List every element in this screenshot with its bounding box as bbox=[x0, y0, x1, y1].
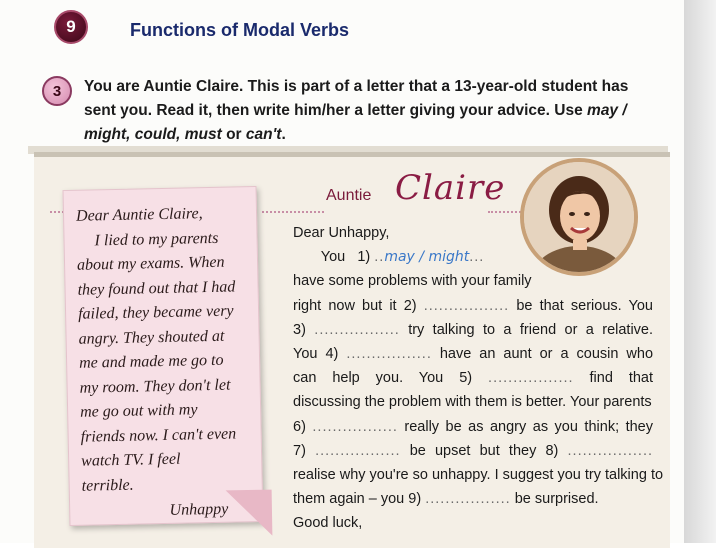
unit-number-badge bbox=[54, 10, 88, 44]
reply-text: be that serious. You bbox=[516, 297, 653, 314]
reply-line-1 bbox=[293, 245, 653, 269]
student-letter-line: me and made me go to bbox=[78, 351, 224, 372]
student-letter-line: my room. They don't let bbox=[79, 376, 231, 397]
instruction-end: . bbox=[281, 126, 286, 143]
dotted-divider-mid bbox=[262, 211, 324, 213]
column-name-logo: Claire bbox=[395, 168, 506, 208]
reply-line-11 bbox=[293, 487, 653, 511]
student-letter-line: me go out with my bbox=[79, 401, 198, 421]
reply-text: You 4) bbox=[293, 346, 339, 363]
modal-may: may / bbox=[587, 102, 627, 119]
answer-blank-7[interactable]: ................. bbox=[315, 442, 401, 459]
column-label: Auntie bbox=[326, 187, 372, 204]
unit-title: Functions of Modal Verbs bbox=[130, 20, 350, 40]
answer-blank-5[interactable]: ................. bbox=[488, 370, 574, 387]
reply-text: can help you. You 5) bbox=[293, 370, 473, 387]
instruction-or: or bbox=[221, 126, 246, 143]
reply-text: right now but it 2) bbox=[293, 297, 417, 314]
auntie-claire-reply bbox=[293, 221, 664, 536]
reply-greeting: Dear Unhappy, bbox=[293, 225, 390, 241]
student-letter-line: angry. They shouted at bbox=[78, 327, 225, 348]
student-letter-greeting: Dear Auntie Claire, bbox=[75, 205, 203, 225]
answer-blank-6[interactable]: ................. bbox=[312, 418, 398, 435]
reply-text: 3) bbox=[293, 321, 306, 338]
reply-text: be surprised. bbox=[514, 491, 599, 508]
reply-line-3 bbox=[293, 294, 653, 318]
instruction-text-1: You are Auntie Claire. This is part of a letter that a 13-year-old student has bbox=[84, 78, 629, 95]
example-answer: may / might bbox=[384, 249, 470, 266]
answer-blank-2[interactable]: ................. bbox=[423, 297, 510, 314]
reply-line-4 bbox=[293, 318, 653, 342]
student-letter-line: terrible. bbox=[81, 476, 134, 495]
unit-number: 9 bbox=[66, 17, 76, 36]
reply-text: find that bbox=[589, 370, 654, 387]
modal-cant: can't bbox=[245, 126, 282, 143]
blank-number-1: 1) bbox=[357, 249, 371, 266]
student-letter-note bbox=[63, 186, 264, 526]
answer-blank-dots: ... bbox=[469, 249, 485, 266]
reply-line-10: realise why you're so unhappy. I suggest you try talking to bbox=[293, 467, 664, 484]
reply-line-9 bbox=[293, 439, 653, 463]
student-letter-signature: Unhappy bbox=[169, 500, 229, 519]
answer-blank-3[interactable]: ................. bbox=[314, 321, 400, 338]
student-letter-line: watch TV. I feel bbox=[81, 450, 181, 470]
student-letter-line: I lied to my parents bbox=[94, 229, 219, 249]
reply-text: 6) bbox=[293, 418, 306, 435]
reply-closing: Good luck, bbox=[293, 515, 363, 532]
answer-blank-dots: .. bbox=[374, 249, 385, 266]
reply-line-5 bbox=[293, 342, 653, 366]
exercise-number-badge bbox=[42, 76, 72, 106]
student-letter-line: about my exams. When bbox=[76, 253, 225, 274]
reply-text: be upset but they 8) bbox=[409, 442, 559, 459]
instruction-text-2: sent you. Read it, then write him/her a letter giving your advice. Use bbox=[84, 102, 583, 119]
reply-line-8 bbox=[293, 415, 653, 439]
modal-might-could-must: might, could, must bbox=[84, 126, 222, 143]
student-letter-line: failed, they became very bbox=[77, 302, 234, 323]
student-letter-line: friends now. I can't even bbox=[80, 424, 237, 446]
reply-text: 7) bbox=[293, 442, 306, 459]
reply-text: really be as angry as you think; they bbox=[404, 418, 653, 435]
answer-blank-8[interactable]: ................. bbox=[567, 442, 654, 459]
exercise-number: 3 bbox=[52, 82, 62, 100]
reply-text: them again – you 9) bbox=[293, 491, 422, 508]
reply-line-2: have some problems with your family bbox=[293, 273, 532, 290]
exercise-instructions bbox=[84, 75, 654, 147]
reply-line-7: discussing the problem with them is better. Your parents bbox=[293, 394, 652, 411]
page-edge-shadow bbox=[684, 0, 716, 543]
reply-line-6 bbox=[293, 366, 653, 390]
reply-text: You bbox=[320, 249, 346, 266]
answer-blank-9[interactable]: ................. bbox=[425, 491, 511, 508]
student-letter-line: they found out that I had bbox=[77, 277, 236, 299]
answer-blank-4[interactable]: ................. bbox=[346, 346, 432, 363]
dotted-divider-left bbox=[50, 211, 64, 213]
note-page-curl bbox=[226, 490, 273, 537]
dotted-divider-right bbox=[488, 211, 524, 213]
reply-text: try talking to a friend or a relative. bbox=[408, 321, 654, 338]
reply-text: have an aunt or a cousin who bbox=[439, 346, 654, 363]
